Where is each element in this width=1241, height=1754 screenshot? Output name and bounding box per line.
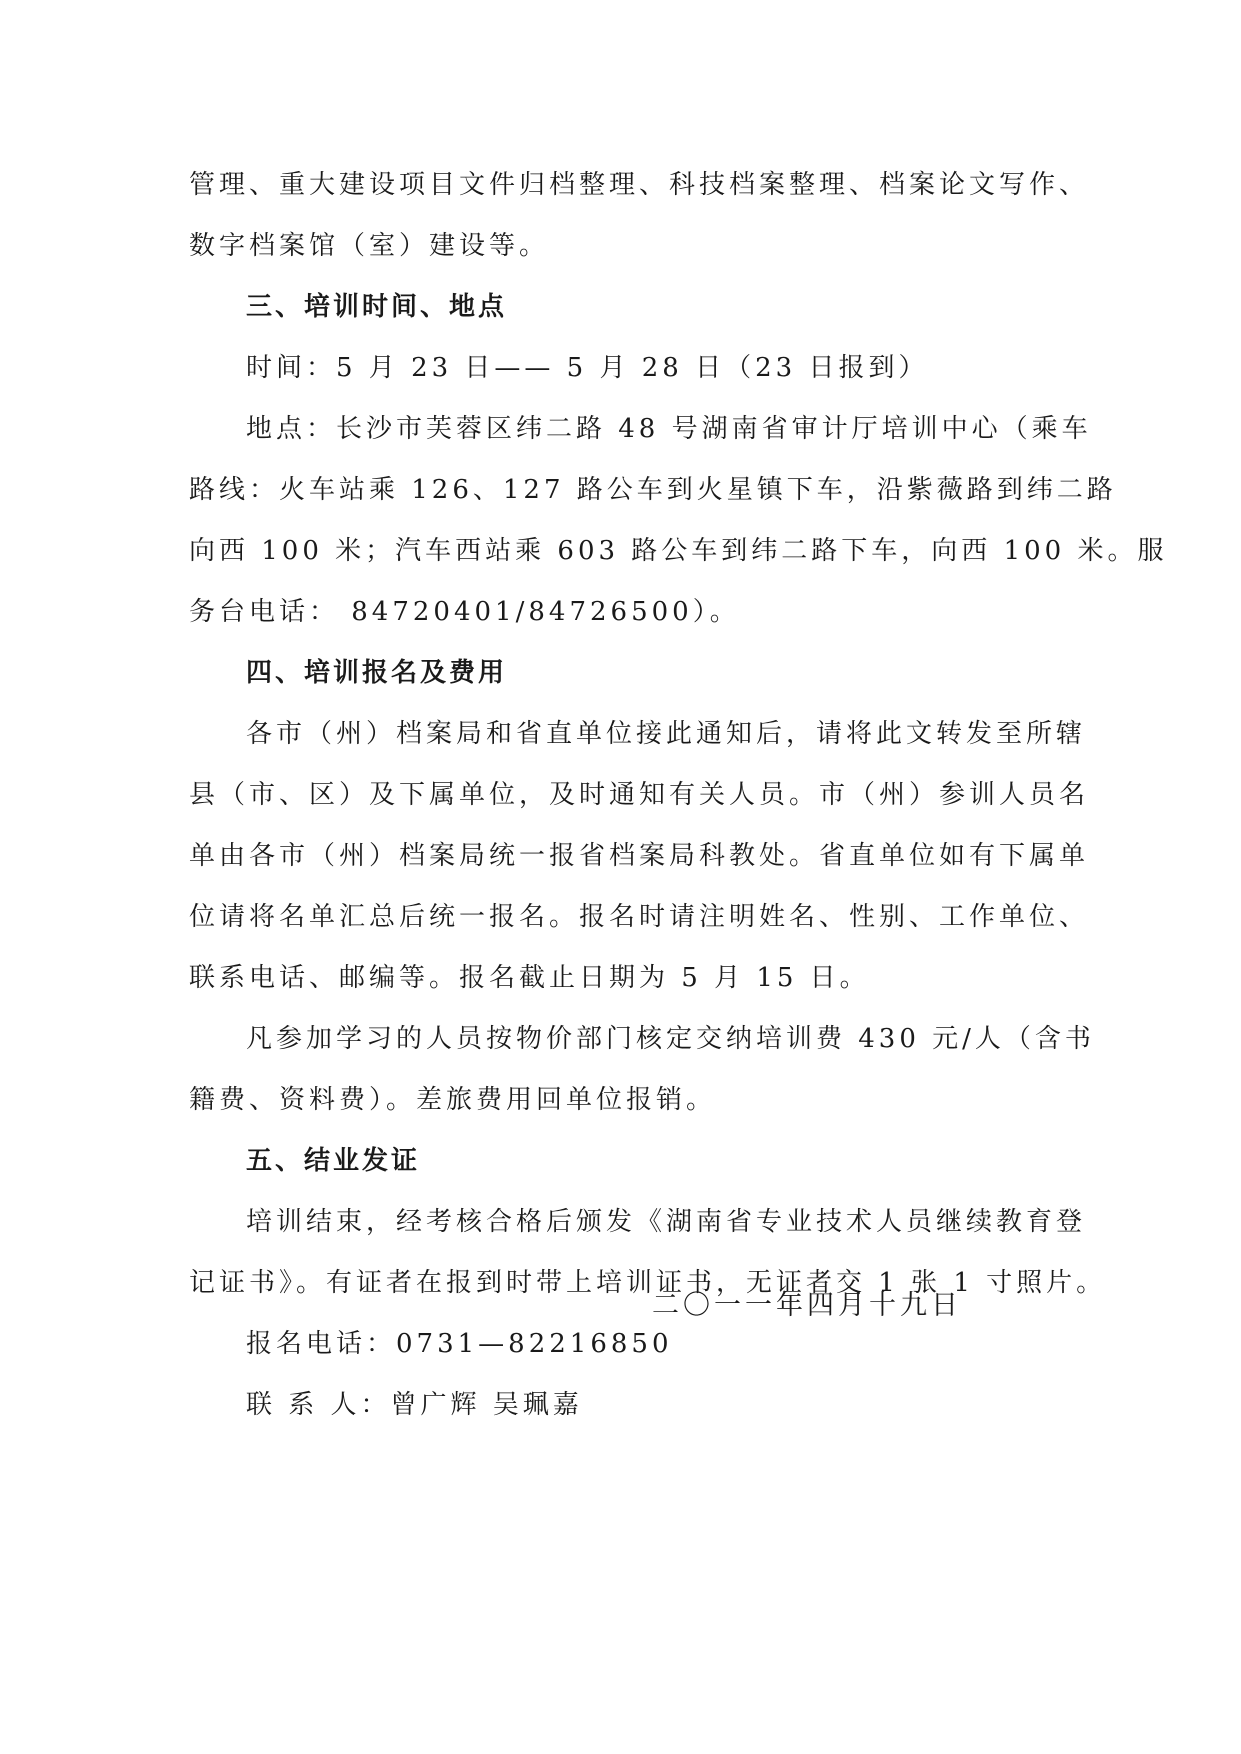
body-line: 路线：火车站乘 126、127 路公车到火星镇下车，沿紫薇路到纬二路 xyxy=(189,475,1117,505)
section-heading-certificate: 五、结业发证 xyxy=(246,1146,421,1176)
body-line-location: 地点：长沙市芙蓉区纬二路 48 号湖南省审计厅培训中心（乘车 xyxy=(246,414,1092,444)
section-heading-registration: 四、培训报名及费用 xyxy=(246,658,508,688)
body-line: 位请将名单汇总后统一报名。报名时请注明姓名、性别、工作单位、 xyxy=(189,902,1090,932)
registration-phone: 报名电话：0731—82216850 xyxy=(246,1329,673,1359)
body-line: 县（市、区）及下属单位，及时通知有关人员。市（州）参训人员名 xyxy=(189,780,1090,810)
body-line-fee: 凡参加学习的人员按物价部门核定交纳培训费 430 元/人（含书 xyxy=(246,1024,1095,1054)
document-date: 二〇一一年四月十九日 xyxy=(652,1290,962,1321)
body-line: 向西 100 米；汽车西站乘 603 路公车到纬二路下车，向西 100 米。服 xyxy=(189,536,1168,566)
body-line: 单由各市（州）档案局统一报省档案局科教处。省直单位如有下属单 xyxy=(189,841,1090,871)
body-line: 各市（州）档案局和省直单位接此通知后，请将此文转发至所辖 xyxy=(246,719,1087,749)
contact-person: 联 系 人：曾广辉 吴珮嘉 xyxy=(246,1390,583,1420)
body-line: 务台电话： 84720401/84726500）。 xyxy=(189,597,740,627)
body-line: 联系电话、邮编等。报名截止日期为 5 月 15 日。 xyxy=(189,963,870,993)
body-line: 培训结束，经考核合格后颁发《湖南省专业技术人员继续教育登 xyxy=(246,1207,1087,1237)
body-line: 记证书》。有证者在报到时带上培训证书，无证者交 1 张 1 寸照片。 xyxy=(189,1268,1107,1298)
body-line: 管理、重大建设项目文件归档整理、科技档案整理、档案论文写作、 xyxy=(189,170,1090,200)
body-line: 数字档案馆（室）建设等。 xyxy=(189,231,550,261)
body-line-time: 时间：5 月 23 日—— 5 月 28 日（23 日报到） xyxy=(246,353,929,383)
document-body xyxy=(189,168,1168,1449)
section-heading-time-location: 三、培训时间、地点 xyxy=(246,292,508,322)
body-line: 籍费、资料费）。差旅费用回单位报销。 xyxy=(189,1085,717,1115)
